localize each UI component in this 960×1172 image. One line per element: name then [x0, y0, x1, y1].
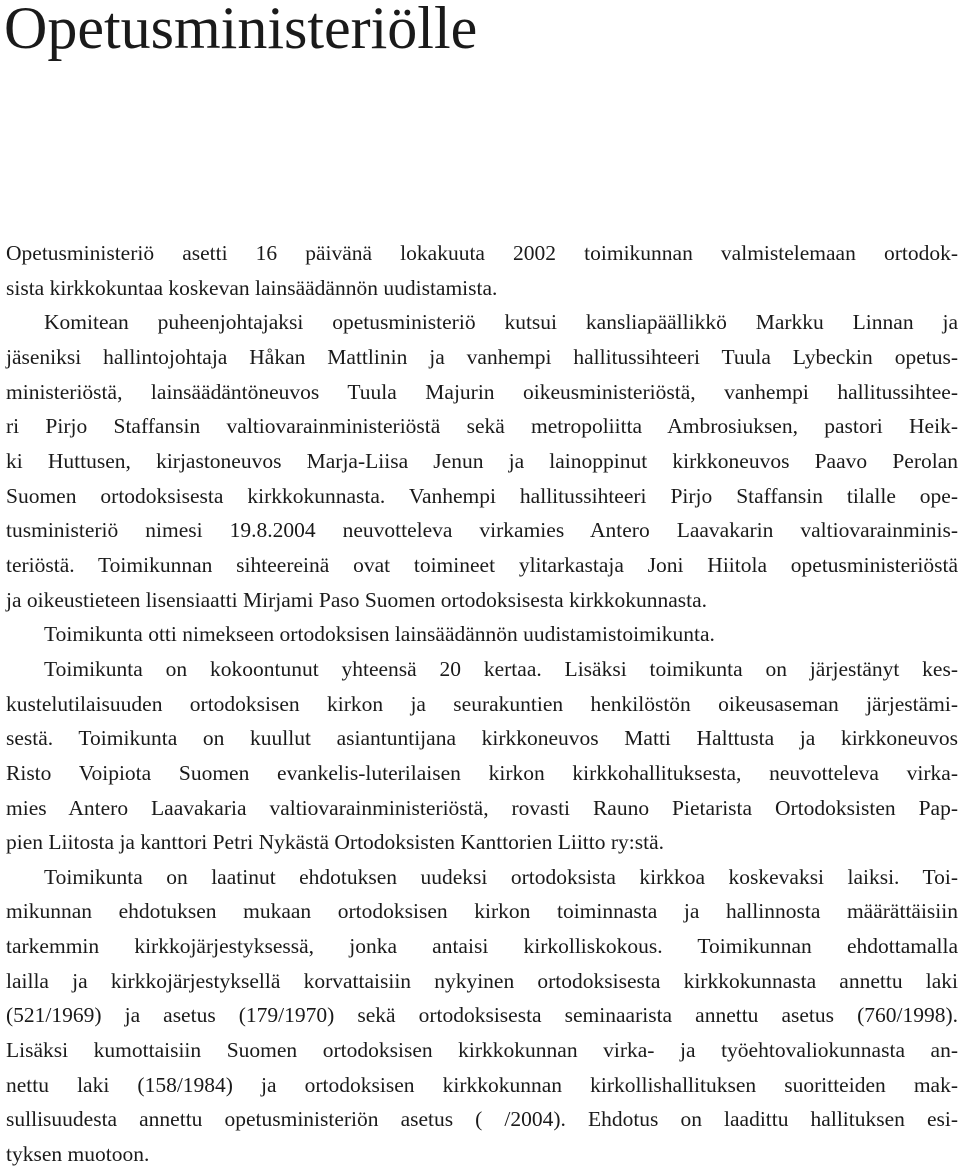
text-line: Suomen ortodoksisesta kirkkokunnasta. Vanhempi hallitussihteeri Pirjo Staffansin tilalle ope- [6, 483, 958, 508]
text-line: Toimikunta otti nimekseen ortodoksisen lainsäädännön uudistamistoimikunta. [44, 622, 715, 647]
text-line: sestä. Toimikunta on kuullut asiantuntijana kirkkoneuvos Matti Halttusta ja kirkkoneuvos [6, 726, 958, 751]
text-line: (521/1969) ja asetus (179/1970) sekä ortodoksisesta seminaarista annettu asetus (760/1998). [6, 1003, 958, 1028]
text-line: pien Liitosta ja kanttori Petri Nykästä Ortodoksisten Kanttorien Liitto ry:stä. [6, 830, 665, 855]
text-line: mikunnan ehdotuksen mukaan ortodoksisen kirkon toiminnasta ja hallinnosta määrättäisiin [6, 899, 958, 924]
text-line: ki Huttusen, kirjastoneuvos Marja-Liisa Jenun ja lainoppinut kirkkoneuvos Paavo Perolan [6, 448, 958, 473]
text-line: tyksen muotoon. [6, 1142, 150, 1167]
text-line: teriöstä. Toimikunnan sihteereinä ovat toimineet ylitarkastaja Joni Hiitola opetusministeriöstä [6, 552, 958, 577]
text-line: lailla ja kirkkojärjestyksellä korvattaisiin nykyinen ortodoksisesta kirkkokunnasta annettu laki [6, 968, 958, 993]
page-title: Opetusministeriölle [4, 0, 478, 61]
text-line: ri Pirjo Staffansin valtiovarainministeriöstä sekä metropoliitta Ambrosiuksen, pastori Heik- [6, 414, 958, 439]
text-line: sista kirkkokuntaa koskevan lainsäädännön uudistamista. [6, 275, 498, 300]
text-line: sullisuudesta annettu opetusministeriön asetus ( /2004). Ehdotus on laadittu hallituksen esi- [6, 1107, 958, 1132]
text-line: Toimikunta on kokoontunut yhteensä 20 kertaa. Lisäksi toimikunta on järjestänyt kes- [44, 656, 958, 681]
text-line: nettu laki (158/1984) ja ortodoksisen kirkkokunnan kirkollishallituksen suoritteiden mak- [6, 1072, 958, 1097]
text-line: kustelutilaisuuden ortodoksisen kirkon ja seurakuntien henkilöstön oikeusaseman järjestämi- [6, 691, 958, 716]
text-line: Opetusministeriö asetti 16 päivänä lokakuuta 2002 toimikunnan valmistelemaan ortodok- [6, 241, 958, 265]
text-line: mies Antero Laavakaria valtiovarainministeriöstä, rovasti Rauno Pietarista Ortodoksisten Pap- [6, 795, 958, 820]
text-line: Komitean puheenjohtajaksi opetusministeriö kutsui kansliapäällikkö Markku Linnan ja [44, 310, 958, 335]
text-line: Lisäksi kumottaisiin Suomen ortodoksisen kirkkokunnan virka- ja työehtovaliokunnasta an- [6, 1038, 958, 1063]
text-line: ministeriöstä, lainsäädäntöneuvos Tuula Majurin oikeusministeriöstä, vanhempi hallitussihtee- [6, 379, 958, 404]
text-line: ja oikeustieteen lisensiaatti Mirjami Paso Suomen ortodoksisesta kirkkokunnasta. [6, 587, 708, 612]
text-line: tusministeriö nimesi 19.8.2004 neuvotteleva virkamies Antero Laavakarin valtiovarainminis- [6, 518, 958, 543]
text-line: Toimikunta on laatinut ehdotuksen uudeksi ortodoksista kirkkoa koskevaksi laiksi. Toi- [44, 864, 958, 889]
text-line: tarkemmin kirkkojärjestyksessä, jonka antaisi kirkolliskokous. Toimikunnan ehdottamalla [6, 934, 958, 959]
document-body [6, 236, 958, 1172]
text-line: Risto Voipiota Suomen evankelis-luterilaisen kirkon kirkkohallituksesta, neuvotteleva virka- [6, 760, 958, 785]
text-line: jäseniksi hallintojohtaja Håkan Mattlinin ja vanhempi hallitussihteeri Tuula Lybeckin opetus- [6, 344, 958, 369]
